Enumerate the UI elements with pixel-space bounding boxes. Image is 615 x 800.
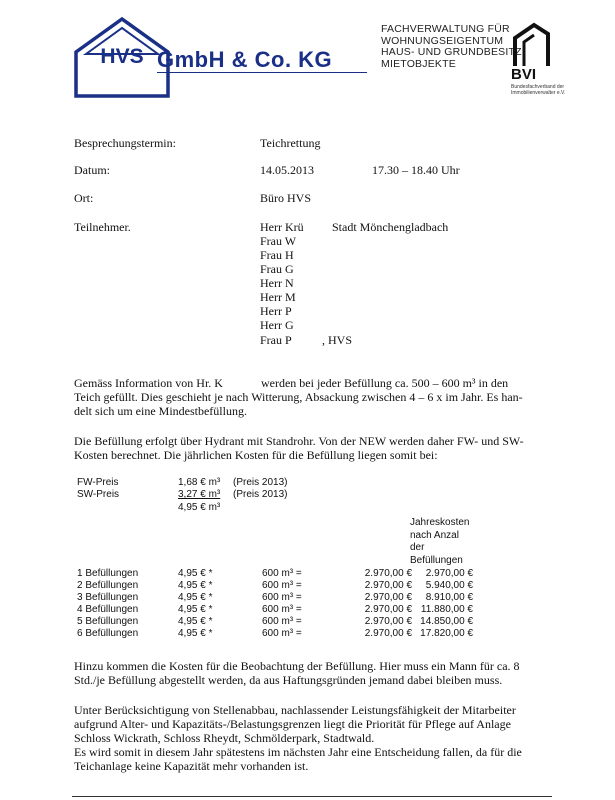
participants-label: Teilnehmer. — [74, 220, 131, 234]
sw-price-value: 3,27 € m³ — [178, 489, 221, 500]
company-name: GmbH & Co. KG — [157, 47, 333, 72]
row-annual: 5.940,00 € — [425, 580, 473, 591]
faded-header-text — [172, 12, 175, 21]
row-annual: 11.880,00 € — [420, 604, 473, 615]
date-label: Datum: — [74, 163, 110, 177]
row-price: 4,95 € * — [178, 628, 213, 639]
date-value: 14.05.2013 — [260, 163, 314, 177]
fw-price-value: 1,68 € m³ — [178, 477, 221, 488]
table-header-line: Befüllungen — [410, 555, 463, 566]
table-header-line: nach Anzal — [410, 530, 459, 541]
service-line: WOHNUNGSEIGENTUM — [381, 34, 504, 47]
place-value: Büro HVS — [260, 191, 312, 205]
participant: Frau H — [260, 248, 294, 262]
participant: Frau P — [260, 333, 292, 347]
participant: Frau G — [260, 262, 294, 276]
service-line: MIETOBJEKTE — [381, 57, 456, 70]
row-label: 1 Befüllungen — [77, 568, 139, 579]
row-volume: 600 m³ = — [262, 580, 302, 591]
row-cost: 2.970,00 € — [364, 616, 412, 627]
sw-price-note: (Preis 2013) — [233, 489, 288, 500]
row-price: 4,95 € * — [178, 580, 213, 591]
meeting-label: Besprechungstermin: — [74, 136, 176, 150]
row-label: 4 Befüllungen — [77, 604, 139, 615]
participant: Herr G — [260, 318, 294, 332]
row-label: 3 Befüllungen — [77, 592, 139, 603]
fw-price-label: FW-Preis — [77, 477, 119, 488]
participant: Herr Krü — [260, 220, 304, 234]
row-price: 4,95 € * — [178, 616, 213, 627]
place-label: Ort: — [74, 191, 94, 205]
participant-organization: Stadt Mönchengladbach — [332, 220, 449, 234]
row-cost: 2.970,00 € — [364, 592, 412, 603]
row-annual: 2.970,00 € — [425, 568, 473, 579]
row-cost: 2.970,00 € — [364, 628, 412, 639]
bvi-roof-icon — [512, 22, 552, 68]
row-volume: 600 m³ = — [262, 568, 302, 579]
paragraph-refill-costs: Die Befüllung erfolgt über Hydrant mit Standrohr. Von der NEW werden daher FW- und SW- Kosten berechnet. Die jährlichen Kosten für die Befüllung liegen somit bei: — [74, 434, 524, 462]
sw-price-label: SW-Preis — [77, 489, 120, 500]
participant: Herr M — [260, 290, 296, 304]
row-label: 6 Befüllungen — [77, 628, 139, 639]
meeting-value: Teichrettung — [260, 136, 321, 150]
bvi-subtitle: Bundesfachverband der Immobilienverwalter e.V. — [511, 84, 566, 96]
row-volume: 600 m³ = — [262, 604, 302, 615]
row-cost: 2.970,00 € — [364, 580, 412, 591]
row-annual: 14.850,00 € — [420, 616, 473, 627]
participant: Frau W — [260, 234, 297, 248]
paragraph-refill-info: Gemäss Information von Hr. K werden bei jeder Befüllung ca. 500 – 600 m³ in den Teich gefüllt. Dies geschieht je nach Witterung, Absackung zwischen 4 – 6 x im Jahr. Es han- delt sich um eine Mindestbefüllung. — [74, 376, 523, 418]
table-header-line: Jahreskosten — [410, 517, 470, 528]
service-line: HAUS- UND GRUNDBESITZ — [381, 46, 522, 58]
row-cost: 2.970,00 € — [364, 568, 412, 579]
paragraph-observation: Hinzu kommen die Kosten für die Beobachtung der Befüllung. Hier muss ein Mann für ca. 8 Std./je Befüllung abgestellt werden, da aus Haftungsgründen jemand dabei bleiben muss. — [74, 659, 520, 687]
row-price: 4,95 € * — [178, 568, 213, 579]
company-underline — [157, 72, 367, 73]
row-annual: 17.820,00 € — [420, 628, 473, 639]
participant-organization: , HVS — [322, 333, 353, 347]
row-volume: 600 m³ = — [262, 628, 302, 639]
row-volume: 600 m³ = — [262, 616, 302, 627]
row-cost: 2.970,00 € — [364, 604, 412, 615]
company-services — [381, 24, 522, 70]
row-label: 2 Befüllungen — [77, 580, 139, 591]
footer-divider — [72, 796, 552, 797]
row-annual: 8.910,00 € — [425, 592, 473, 603]
total-price-value: 4,95 € m³ — [178, 502, 221, 513]
bvi-logo-text: BVI — [511, 66, 537, 83]
row-price: 4,95 € * — [178, 604, 213, 615]
time-value: 17.30 – 18.40 Uhr — [372, 163, 460, 177]
table-header-line: der — [410, 542, 425, 553]
fw-price-note: (Preis 2013) — [233, 477, 288, 488]
service-line: FACHVERWALTUNG FÜR — [381, 23, 510, 35]
row-label: 5 Befüllungen — [77, 616, 139, 627]
paragraph-priorities: Unter Berücksichtigung von Stellenabbau, nachlassender Leistungsfähigkeit der Mitarbeiter aufgrund Alter- und Kapazitäts-/Belastungsgrenzen liegt die Priorität für Pflege auf Anlage Schloss Wickrath, Schloss Rheydt, Schmölderpark, Stadtwald. Es wird somit in diesem Jahr spätestens im nächsten Jahr eine Entscheidung fallen, da für die Teichanlage keine Kapazität mehr vorhanden ist. — [74, 703, 522, 773]
row-volume: 600 m³ = — [262, 592, 302, 603]
row-price: 4,95 € * — [178, 592, 213, 603]
hvs-logo-text: HVS — [100, 45, 144, 68]
participant: Herr N — [260, 276, 294, 290]
participant: Herr P — [260, 304, 292, 318]
